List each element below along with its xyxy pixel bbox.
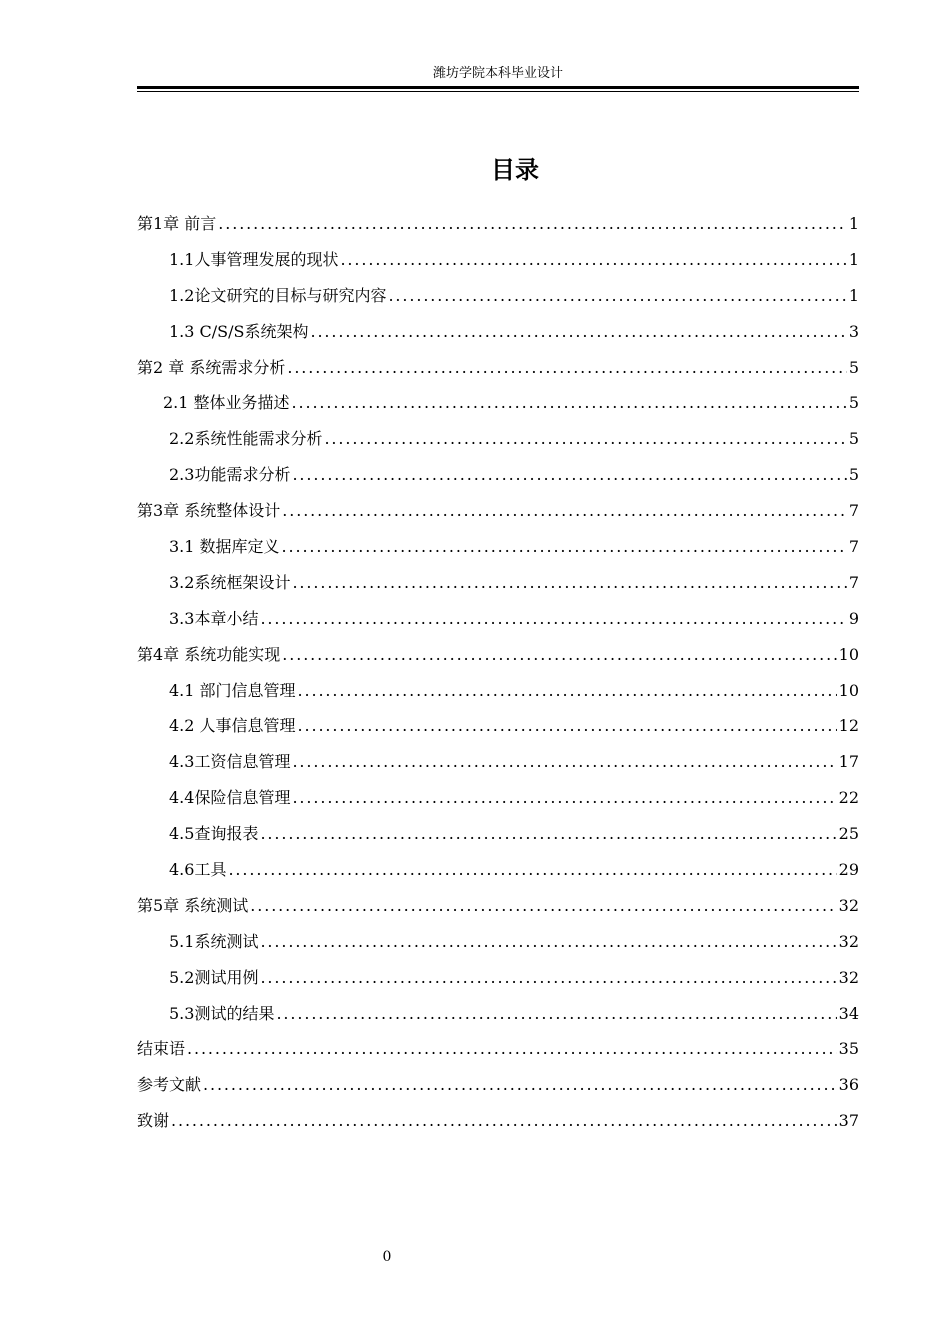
toc-entry[interactable]	[137, 1103, 859, 1139]
toc-leader	[218, 206, 847, 242]
toc-entry[interactable]	[137, 529, 859, 565]
toc-entry-label: 结束语	[137, 1039, 186, 1059]
toc-entry-page: 35	[838, 1039, 859, 1059]
toc-leader	[388, 278, 846, 314]
toc-entry-label: 第1章 前言	[137, 214, 217, 233]
toc-entry-page: 3	[848, 321, 859, 341]
toc-entry-page: 36	[838, 1075, 859, 1095]
toc-entry-page: 34	[838, 1003, 859, 1023]
toc-entry[interactable]	[137, 385, 859, 421]
toc-leader	[292, 780, 836, 816]
table-of-contents	[137, 206, 859, 1139]
toc-leader	[298, 673, 837, 709]
toc-entry-page: 7	[848, 537, 859, 557]
toc-entry-label: 致谢	[137, 1111, 170, 1131]
toc-entry[interactable]	[137, 242, 859, 278]
toc-leader	[324, 421, 846, 457]
toc-leader	[310, 314, 846, 350]
toc-leader	[250, 888, 836, 924]
toc-entry-label: 5.3测试的结果	[169, 1003, 275, 1023]
toc-entry[interactable]	[137, 1067, 859, 1103]
toc-leader	[276, 996, 836, 1032]
toc-entry-page: 37	[838, 1111, 859, 1131]
toc-entry-page: 10	[838, 680, 859, 700]
toc-leader	[282, 493, 847, 529]
toc-leader	[340, 242, 846, 278]
toc-entry[interactable]	[137, 601, 859, 637]
toc-leader	[298, 708, 837, 744]
toc-entry-label: 3.3本章小结	[169, 608, 259, 628]
toc-entry-page: 5	[848, 357, 859, 377]
toc-entry-page: 7	[848, 501, 859, 521]
toc-entry[interactable]	[137, 852, 859, 888]
toc-entry[interactable]	[137, 744, 859, 780]
toc-leader	[282, 529, 847, 565]
toc-entry[interactable]	[137, 278, 859, 314]
toc-entry[interactable]	[137, 637, 859, 673]
toc-entry-label: 1.2论文研究的目标与研究内容	[169, 285, 387, 305]
toc-entry-page: 1	[848, 214, 859, 233]
toc-entry-page: 5	[848, 393, 859, 413]
toc-entry-page: 22	[838, 788, 859, 808]
toc-entry-label: 4.2 人事信息管理	[169, 716, 296, 736]
toc-entry-label: 4.6工具	[169, 860, 227, 880]
toc-entry-label: 1.1人事管理发展的现状	[169, 249, 339, 269]
toc-leader	[292, 385, 847, 421]
toc-entry-page: 29	[838, 860, 859, 880]
toc-entry-label: 2.1 整体业务描述	[163, 393, 290, 413]
toc-entry-label: 第5章 系统测试	[137, 895, 249, 915]
toc-entry-page: 1	[848, 249, 859, 269]
toc-entry-label: 第4章 系统功能实现	[137, 644, 281, 664]
toc-entry[interactable]	[137, 565, 859, 601]
toc-entry-page: 5	[848, 429, 859, 449]
toc-entry-page: 9	[848, 608, 859, 628]
toc-entry[interactable]	[137, 888, 859, 924]
toc-entry-page: 10	[838, 644, 859, 664]
toc-entry[interactable]	[137, 457, 859, 493]
page-title: 目录	[491, 156, 539, 184]
toc-entry[interactable]	[137, 780, 859, 816]
toc-entry-label: 4.4保险信息管理	[169, 788, 291, 808]
toc-leader	[171, 1103, 837, 1139]
toc-entry-page: 17	[838, 752, 859, 772]
toc-leader	[260, 960, 836, 996]
toc-entry-label: 1.3 C/S/S系统架构	[169, 321, 309, 341]
toc-entry[interactable]	[137, 924, 859, 960]
toc-entry-label: 第3章 系统整体设计	[137, 501, 281, 521]
header-rule-thin	[137, 91, 859, 92]
toc-entry[interactable]	[137, 708, 859, 744]
toc-entry-page: 32	[838, 967, 859, 987]
toc-entry[interactable]	[137, 816, 859, 852]
toc-entry-label: 3.1 数据库定义	[169, 537, 280, 557]
toc-entry-page: 25	[838, 824, 859, 844]
toc-entry-page: 32	[838, 931, 859, 951]
toc-entry-label: 2.2系统性能需求分析	[169, 429, 323, 449]
toc-entry[interactable]	[137, 960, 859, 996]
toc-entry[interactable]	[137, 673, 859, 709]
toc-entry[interactable]	[137, 314, 859, 350]
toc-entry-label: 4.5查询报表	[169, 824, 259, 844]
toc-leader	[203, 1067, 837, 1103]
toc-entry[interactable]	[137, 350, 859, 386]
toc-entry-page: 5	[848, 465, 859, 485]
toc-entry-label: 5.1系统测试	[169, 931, 259, 951]
toc-entry-label: 4.1 部门信息管理	[169, 680, 296, 700]
toc-entry-page: 12	[838, 716, 859, 736]
toc-leader	[292, 744, 836, 780]
toc-entry[interactable]	[137, 493, 859, 529]
toc-entry-label: 第2 章 系统需求分析	[137, 357, 286, 377]
toc-leader	[292, 457, 846, 493]
toc-leader	[228, 852, 836, 888]
toc-leader	[260, 816, 836, 852]
toc-entry-page: 32	[838, 895, 859, 915]
toc-entry-label: 4.3工资信息管理	[169, 752, 291, 772]
toc-entry-label: 参考文献	[137, 1075, 202, 1095]
toc-leader	[287, 350, 846, 386]
toc-leader	[187, 1031, 837, 1067]
toc-entry-label: 2.3功能需求分析	[169, 465, 291, 485]
toc-leader	[260, 924, 836, 960]
toc-entry-page: 1	[848, 285, 859, 305]
toc-entry[interactable]	[137, 206, 859, 242]
header-rule-thick	[137, 86, 859, 89]
toc-entry-label: 5.2测试用例	[169, 967, 259, 987]
toc-entry[interactable]	[137, 1031, 859, 1067]
page-number: 0	[382, 1249, 392, 1265]
toc-entry[interactable]	[137, 421, 859, 457]
page-header: 潍坊学院本科毕业设计	[432, 66, 563, 81]
toc-entry-page: 7	[848, 572, 859, 592]
toc-leader	[260, 601, 846, 637]
toc-leader	[292, 565, 846, 601]
toc-entry-label: 3.2系统框架设计	[169, 572, 291, 592]
toc-leader	[282, 637, 836, 673]
toc-entry[interactable]	[137, 996, 859, 1032]
